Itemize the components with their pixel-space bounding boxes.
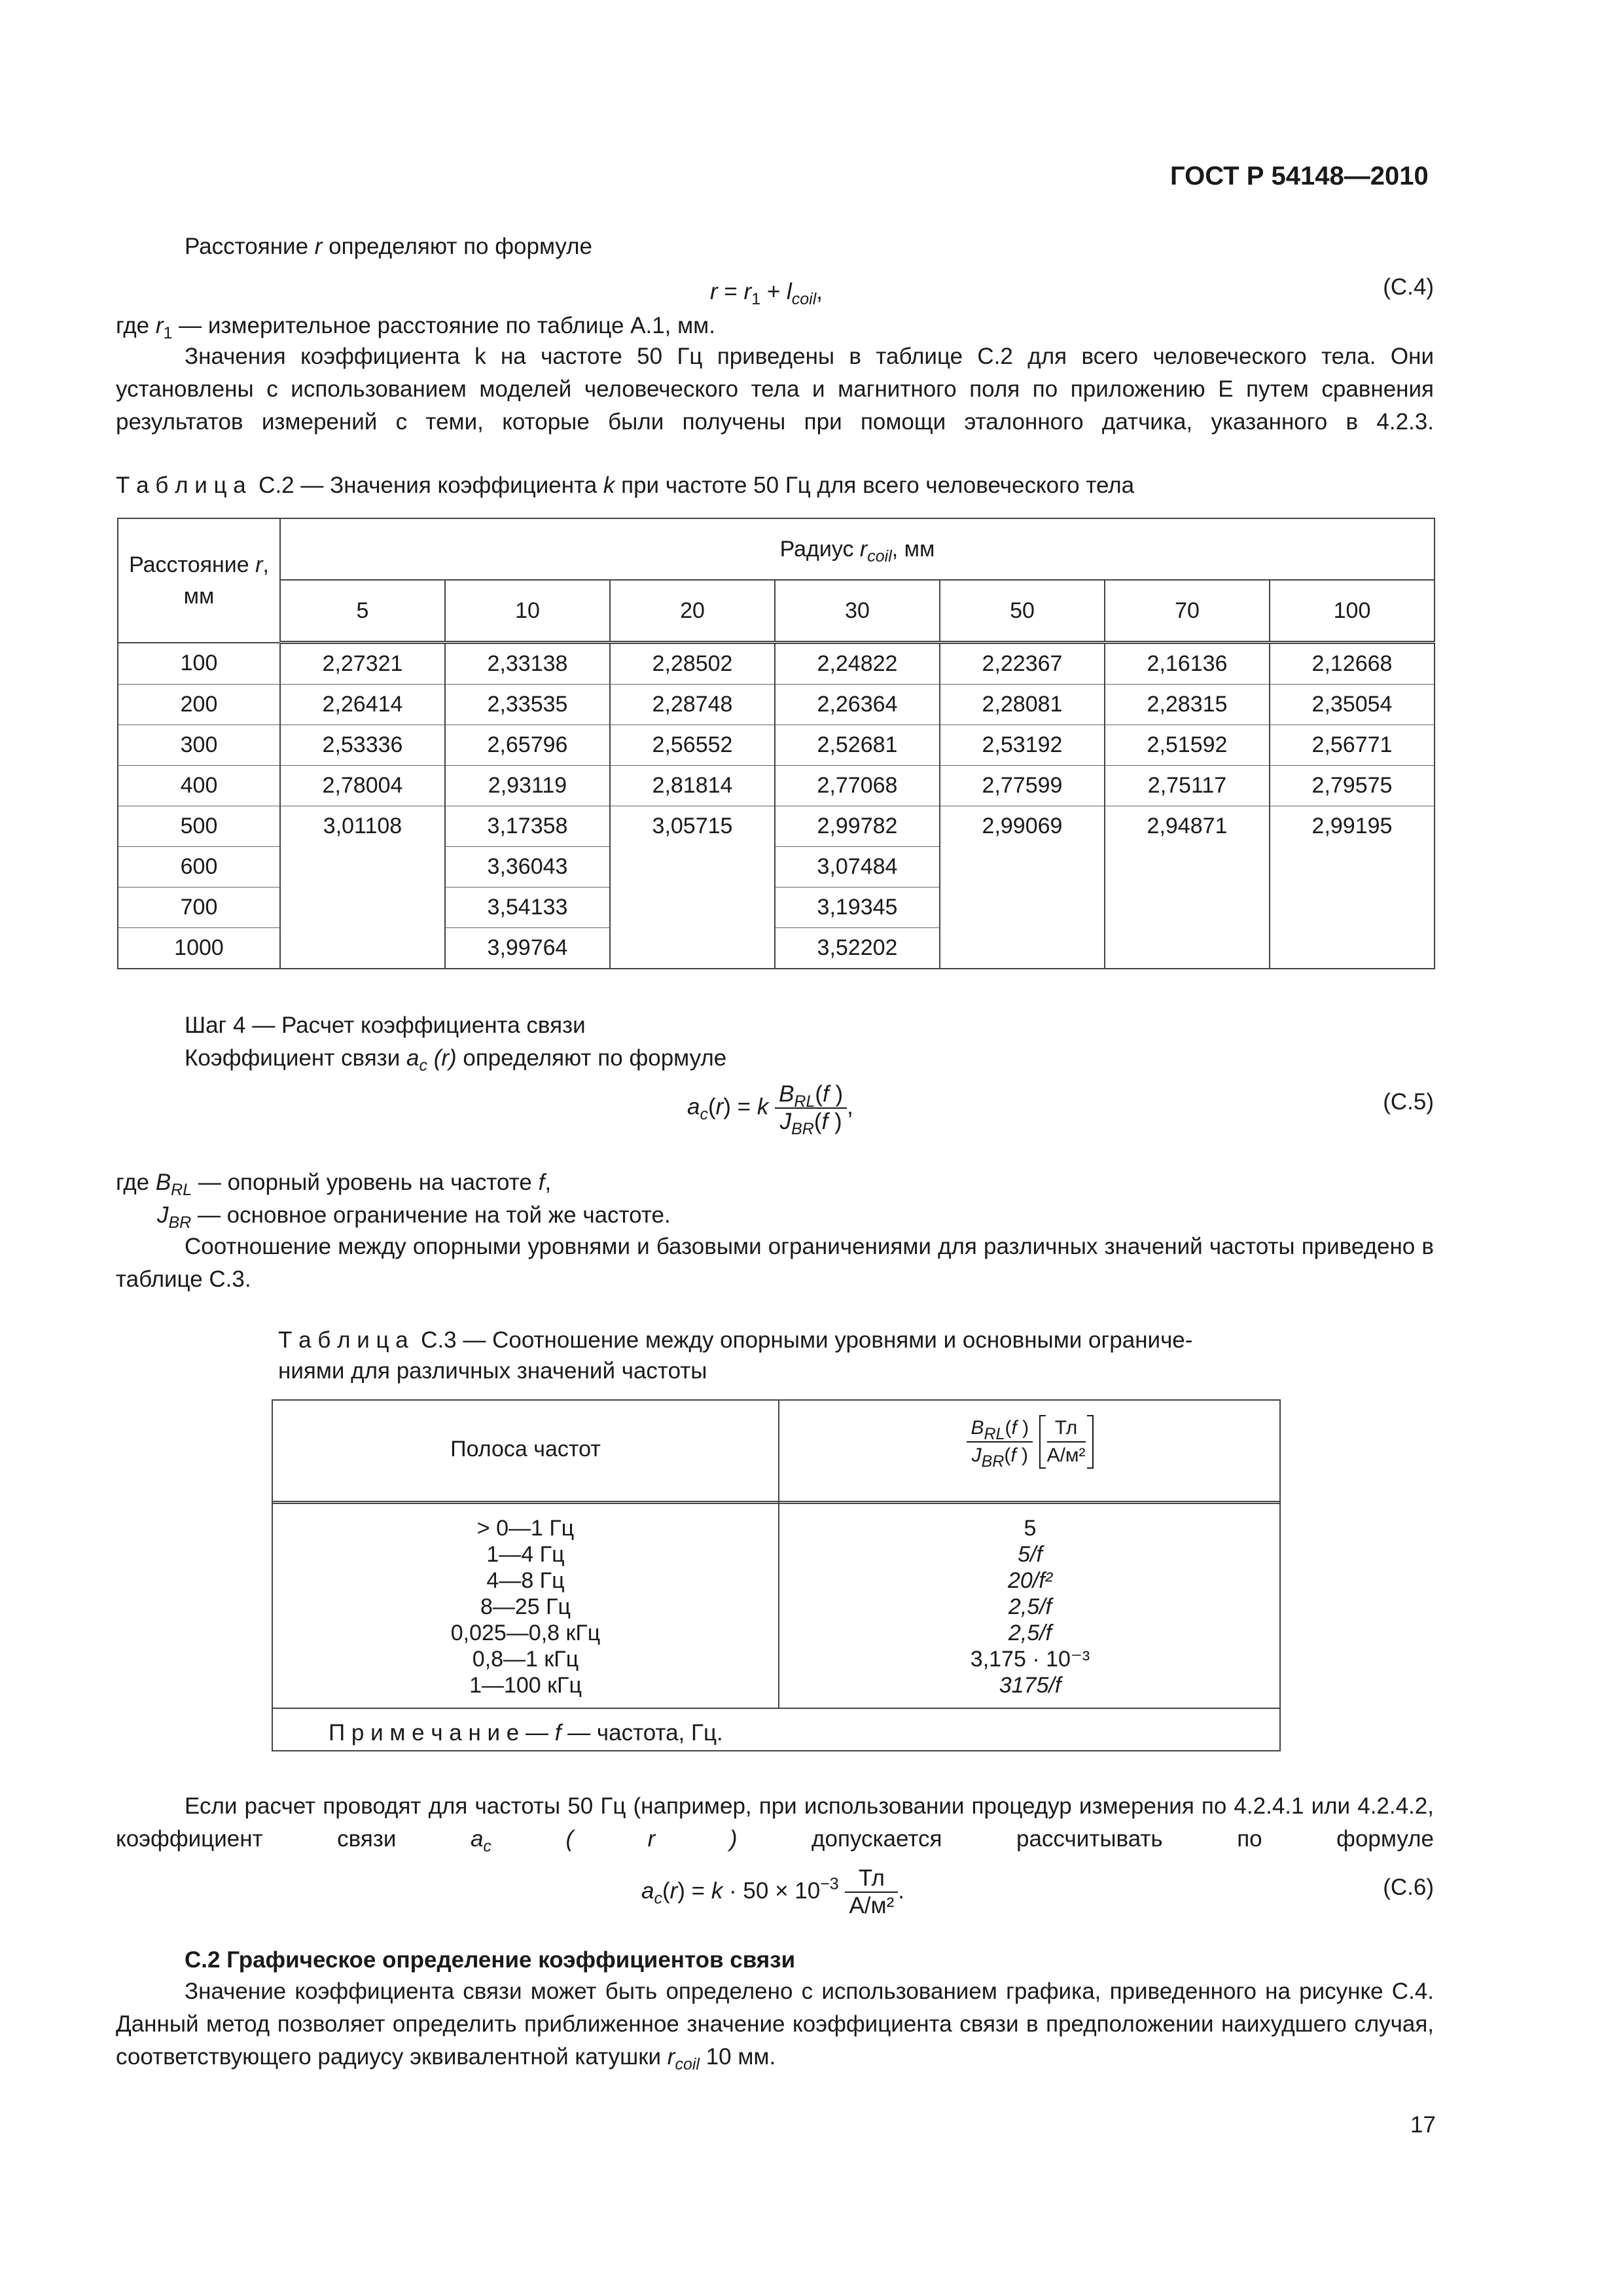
table-c3-ratio-cell: 5 <box>1024 1516 1037 1541</box>
table-c3-note: П р и м е ч а н и е — f — частота, Гц. <box>329 1720 723 1746</box>
table-c2-value-cell: 2,99069 <box>940 806 1105 847</box>
table-c2-value-cell: 2,99195 <box>1270 806 1435 847</box>
table-c2-value-cell: 2,51592 <box>1105 725 1270 766</box>
table-c2-value-cell: 2,28748 <box>610 685 775 725</box>
equation-c6: $a_c(r) = k \cdot 50 \times 10^{-3}$ $\frac{Тл}{\text{А/м²}}$ . <box>641 1865 904 1918</box>
table-c2-radius-header: 5 <box>280 580 445 643</box>
table-c3-note-divider <box>273 1708 1279 1709</box>
table-c2-value-cell: 3,99764 <box>445 928 610 969</box>
table-c3-band-cell: 0,8—1 кГц <box>472 1647 579 1672</box>
table-c2-distance-cell: 600 <box>118 847 280 888</box>
table-c2-value-cell <box>280 847 445 888</box>
table-row <box>118 766 1435 806</box>
table-c2-value-cell: 2,27321 <box>280 643 445 685</box>
table-c2-value-cell: 2,28502 <box>610 643 775 685</box>
table-row <box>118 685 1435 725</box>
table-c3-band-cell: > 0—1 Гц <box>476 1516 575 1541</box>
table-c2-value-cell: 2,33138 <box>445 643 610 685</box>
table-c2-value-cell <box>1270 928 1435 969</box>
table-c2-header-radius: Радиус $r_{coil}$, мм <box>280 518 1435 580</box>
table-c2-value-cell: 2,75117 <box>1105 766 1270 806</box>
table-c2-distance-cell: 400 <box>118 766 280 806</box>
table-c2 <box>117 518 1435 969</box>
table-c3-ratio-cell: 2,5/f <box>1008 1594 1052 1619</box>
table-row <box>118 847 1435 888</box>
table-c3-band-cell: 0,025—0,8 кГц <box>450 1621 601 1645</box>
table-c2-distance-cell: 100 <box>118 643 280 685</box>
equation-c4: $r = r_1 + l_{coil}$, <box>710 279 823 308</box>
table-c2-value-cell: 2,28081 <box>940 685 1105 725</box>
table-c2-value-cell: 3,54133 <box>445 888 610 928</box>
table-c3-band-cell: 4—8 Гц <box>486 1568 565 1593</box>
table-c2-value-cell <box>610 888 775 928</box>
table-c2-value-cell <box>940 888 1105 928</box>
table-c2-value-cell <box>1105 888 1270 928</box>
table-c3-ratios <box>778 1515 1282 1698</box>
table-c2-value-cell: 2,16136 <box>1105 643 1270 685</box>
ratio-text: Соотношение между опорными уровнями и базовыми ограничениями для различных значений частоты приведено в таблице С.3. <box>116 1234 1434 1292</box>
table-c2-value-cell: 2,52681 <box>775 725 940 766</box>
table-c3-ratio-cell: 3,175 · 10⁻³ <box>970 1647 1090 1672</box>
table-c2-radius-header: 50 <box>940 580 1105 643</box>
table-c3-caption-line1: Т а б л и ц а С.3 — Соотношение между опорными уровнями и основными ограниче- <box>278 1327 1193 1353</box>
table-c2-value-cell <box>940 928 1105 969</box>
table-c3-bands <box>273 1515 778 1698</box>
table-c2-distance-cell: 200 <box>118 685 280 725</box>
table-c2-value-cell <box>610 847 775 888</box>
table-c2-value-cell: 2,22367 <box>940 643 1105 685</box>
table-c2-value-cell <box>610 928 775 969</box>
where-r1: где $r_1$ — измерительное расстояние по таблице А.1, мм. <box>116 313 715 342</box>
table-c2-value-cell <box>1270 847 1435 888</box>
table-c3-ratio-cell: 20/f² <box>1007 1568 1053 1593</box>
table-c3-ratio-cell: 5/f <box>1018 1542 1043 1567</box>
table-c2-value-cell: 2,56552 <box>610 725 775 766</box>
table-c2-value-cell: 2,94871 <box>1105 806 1270 847</box>
equation-c6-number: (С.6) <box>1383 1874 1434 1900</box>
table-c3-ratio-cell: 2,5/f <box>1008 1621 1052 1645</box>
table-c2-value-cell: 3,19345 <box>775 888 940 928</box>
table-c2-value-cell: 2,93119 <box>445 766 610 806</box>
table-c2-value-cell <box>1105 928 1270 969</box>
table-c2-radius-header: 10 <box>445 580 610 643</box>
table-c2-value-cell: 3,05715 <box>610 806 775 847</box>
table-c2-value-cell <box>1105 847 1270 888</box>
table-c2-radius-header: 100 <box>1270 580 1435 643</box>
table-c3-band-cell: 1—100 кГц <box>469 1673 582 1698</box>
table-c2-distance-cell: 300 <box>118 725 280 766</box>
formula-intro: Расстояние r определяют по формуле <box>185 234 593 259</box>
table-c2-value-cell: 2,26414 <box>280 685 445 725</box>
table-c2-value-cell: 2,78004 <box>280 766 445 806</box>
table-c2-radius-header: 30 <box>775 580 940 643</box>
table-c3-band-cell: 1—4 Гц <box>486 1542 565 1567</box>
table-c3-caption-line2: ниями для различных значений частоты <box>278 1358 707 1384</box>
equation-c5-number: (С.5) <box>1383 1089 1434 1115</box>
table-c2-value-cell <box>280 888 445 928</box>
table-c2-value-cell: 2,35054 <box>1270 685 1435 725</box>
table-c2-value-cell: 2,24822 <box>775 643 940 685</box>
table-row <box>118 888 1435 928</box>
table-c2-value-cell: 2,79575 <box>1270 766 1435 806</box>
table-c2-value-cell: 2,26364 <box>775 685 940 725</box>
page-number: 17 <box>1410 2112 1436 2138</box>
table-c2-value-cell <box>1270 888 1435 928</box>
table-c2-value-cell: 2,99782 <box>775 806 940 847</box>
table-c2-value-cell: 2,53192 <box>940 725 1105 766</box>
section-c2-text: Значение коэффициента связи может быть определено с использованием графика, приведенного на рисунке С.4. Данный метод позволяет определить приближенное значение коэффициента связи в предположении наихудшего случая, соответствующего радиусу эквивалентной катушки $r_{coil}$ 10 мм. <box>116 1979 1434 2073</box>
table-c3 <box>272 1399 1281 1751</box>
table-c2-radius-header: 20 <box>610 580 775 643</box>
table-c2-value-cell: 2,77068 <box>775 766 940 806</box>
table-c2-value-cell: 2,53336 <box>280 725 445 766</box>
table-c3-band-cell: 8—25 Гц <box>480 1594 571 1619</box>
step4-intro: Коэффициент связи $a_c$ (r) определяют по формуле <box>185 1045 727 1075</box>
table-c2-radius-header: 70 <box>1105 580 1270 643</box>
table-c2-value-cell: 2,77599 <box>940 766 1105 806</box>
table-c2-value-cell: 2,65796 <box>445 725 610 766</box>
table-c2-value-cell: 3,36043 <box>445 847 610 888</box>
table-c3-header-ratio: $\frac{B_{RL}(f )}{J_{BR}(f )}$ $\frac{Тл}{\text{А/м²}}$ <box>778 1415 1282 1469</box>
table-c2-value-cell: 3,07484 <box>775 847 940 888</box>
table-c2-value-cell: 2,28315 <box>1105 685 1270 725</box>
table-c2-value-cell: 3,01108 <box>280 806 445 847</box>
table-c2-header-distance: Расстояние r, мм <box>118 518 280 643</box>
where-jbr: $J_{BR}$ — основное ограничение на той же частоте. <box>157 1202 671 1232</box>
table-row <box>118 643 1435 685</box>
table-c2-value-cell <box>940 847 1105 888</box>
table-c2-caption: Т а б л и ц а С.2 — Значения коэффициента k при частоте 50 Гц для всего человеческого тела <box>116 473 1135 498</box>
document-id: ГОСТ Р 54148—2010 <box>1170 162 1429 190</box>
equation-c4-number: (С.4) <box>1383 274 1434 300</box>
table-c2-value-cell <box>280 928 445 969</box>
table-c2-value-cell: 2,56771 <box>1270 725 1435 766</box>
table-c2-value-cell: 2,33535 <box>445 685 610 725</box>
step4-title: Шаг 4 — Расчет коэффициента связи <box>185 1013 586 1038</box>
table-c2-distance-cell: 700 <box>118 888 280 928</box>
table-c2-value-cell: 2,12668 <box>1270 643 1435 685</box>
table-row <box>118 928 1435 969</box>
section-c2-title: С.2 Графическое определение коэффициентов связи <box>185 1947 796 1973</box>
table-c2-value-cell: 3,17358 <box>445 806 610 847</box>
table-c2-distance-cell: 1000 <box>118 928 280 969</box>
table-c2-value-cell: 3,52202 <box>775 928 940 969</box>
equation-c5: $a_c(r) = k$ $\frac{B_{RL}(f )}{J_{BR}(f )}$ , <box>687 1081 853 1138</box>
table-row <box>118 806 1435 847</box>
table-c2-value-cell: 2,81814 <box>610 766 775 806</box>
table-c3-ratio-cell: 3175/f <box>999 1673 1061 1698</box>
where-brl: где $B_{RL}$ — опорный уровень на частоте f, <box>116 1170 552 1199</box>
table-row <box>118 725 1435 766</box>
para-50hz: Если расчет проводят для частоты 50 Гц (например, при использовании процедур измерения по 4.2.4.1 или 4.2.4.2, коэффициент связи $a_c$ ( r ) допускается рассчитывать по формуле <box>116 1793 1434 1856</box>
table-c2-distance-cell: 500 <box>118 806 280 847</box>
k-description: Значения коэффициента k на частоте 50 Гц приведены в таблице С.2 для всего человеческого тела. Они установлены с использованием моделей человеческого тела и магнитного поля по приложению Е путем сравнения результатов измерений с теми, которые были получены при помощи эталонного датчика, указанного в 4.2.3. <box>116 344 1434 435</box>
table-c3-header-band: Полоса частот <box>450 1437 601 1462</box>
table-c3-header-divider <box>273 1501 1279 1504</box>
